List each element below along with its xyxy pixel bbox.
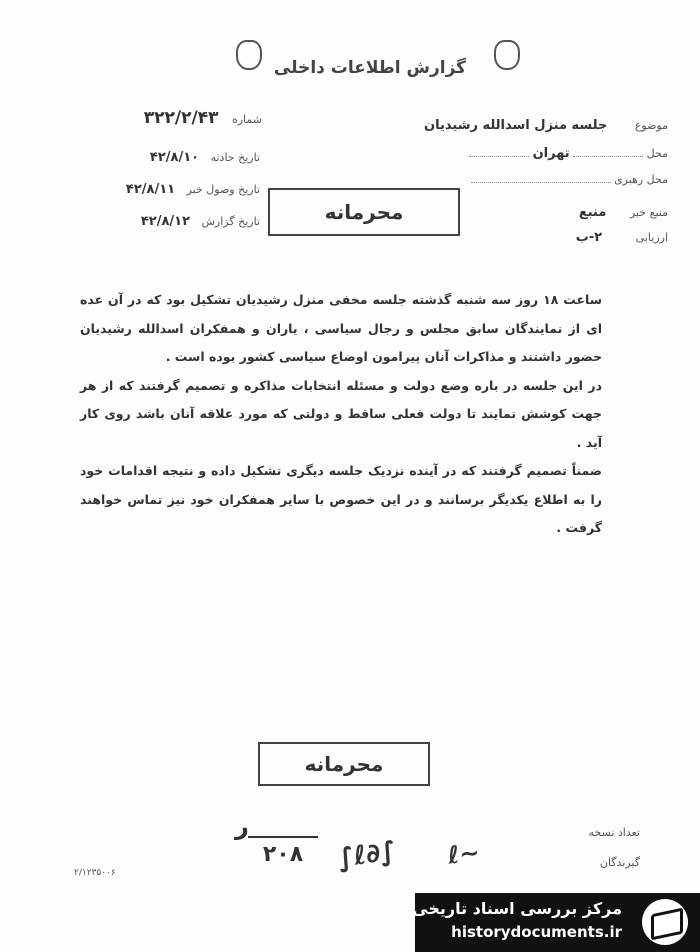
address-label: محل رهبری [614,173,668,186]
grade-value: ۲-ب [575,230,603,245]
recipients-label: گیرندگان [599,856,640,869]
subject-field [424,118,668,133]
archive-name: مرکز بررسی اسناد تاریخی [412,899,622,918]
event-date-value: ۴۲/۸/۱۰ [149,150,200,165]
report-number-field [144,108,262,128]
place-field [469,146,668,161]
recipients-field [600,856,640,869]
note-number: ۲۰۸ [248,836,318,867]
receive-date-field [126,182,260,197]
copies-label: تعداد نسخه [588,826,640,839]
source-label: منبع خبر [629,206,668,219]
report-number-label: شماره [231,113,262,126]
address-field [471,173,668,186]
place-value: تهران [532,146,570,161]
archive-logo-icon [642,899,688,945]
signature-icon: ∫∂ℓ∫ [336,836,398,874]
confidential-stamp-bottom: محرمانه [258,742,430,786]
side-code: ۲/۱۲۳۵۰۰۶ [74,868,116,878]
subject-label: موضوع [634,119,668,132]
receive-date-label: تاریخ وصول خبر [186,183,260,196]
source-field [579,205,668,220]
grade-label: ارزیابی [635,231,668,244]
body-paragraph: ضمناً تصمیم گرفتند که در آینده نزدیک جلسه دیگری تشکیل داده و نتیجه اقدامات خود را به اطلاع یکدیگر برسانند و در این خصوص با سایر همفکران خود نیز تماس خواهند گرفت . [80,463,602,535]
report-body [80,286,602,543]
report-date-label: تاریخ گزارش [201,215,260,228]
confidential-stamp: محرمانه [268,188,460,236]
grade-field [576,230,668,245]
report-date-field [141,214,260,229]
event-date-label: تاریخ حادثه [210,151,260,164]
archive-banner [412,893,700,952]
handwritten-mark-icon: ر [235,812,249,840]
subject-value: جلسه منزل اسدالله رشیدیان [424,118,608,133]
report-date-value: ۴۲/۸/۱۲ [140,214,190,229]
place-label: محل [646,147,668,160]
emblem-icon [494,40,520,70]
body-paragraph: ساعت ۱۸ روز سه شنبه گذشته جلسه مخفی منزل رشیدیان تشکیل بود که در آن عده ای از نمایندگان سابق مجلس و رجال سیاسی ، یاران و همفکران اسدالله رشیدیان حضور داشتند و مذاکرات آنان پیرامون اوضاع سیاسی کشور بوده است . [80,292,603,364]
emblem-icon [236,40,262,70]
source-value: منبع [578,205,607,220]
receive-date-value: ۴۲/۸/۱۱ [125,182,176,197]
archive-url[interactable]: historydocuments.ir [451,923,622,941]
signature-icon: ∽ℓ [446,838,481,870]
copies-field [589,826,640,839]
report-title: گزارش اطلاعات داخلی [273,58,467,78]
report-number-value: ۳۲۲/۲/۴۳ [143,108,219,128]
body-paragraph: در این جلسه در باره وضع دولت و مسئله انتخابات مذاکره و تصمیم گرفتند که از هر جهت کوشش نمایند تا دولت فعلی ساقط و دولتی که مورد علاقه آنان باشد روی کار آید . [80,377,602,450]
event-date-field [150,150,260,165]
